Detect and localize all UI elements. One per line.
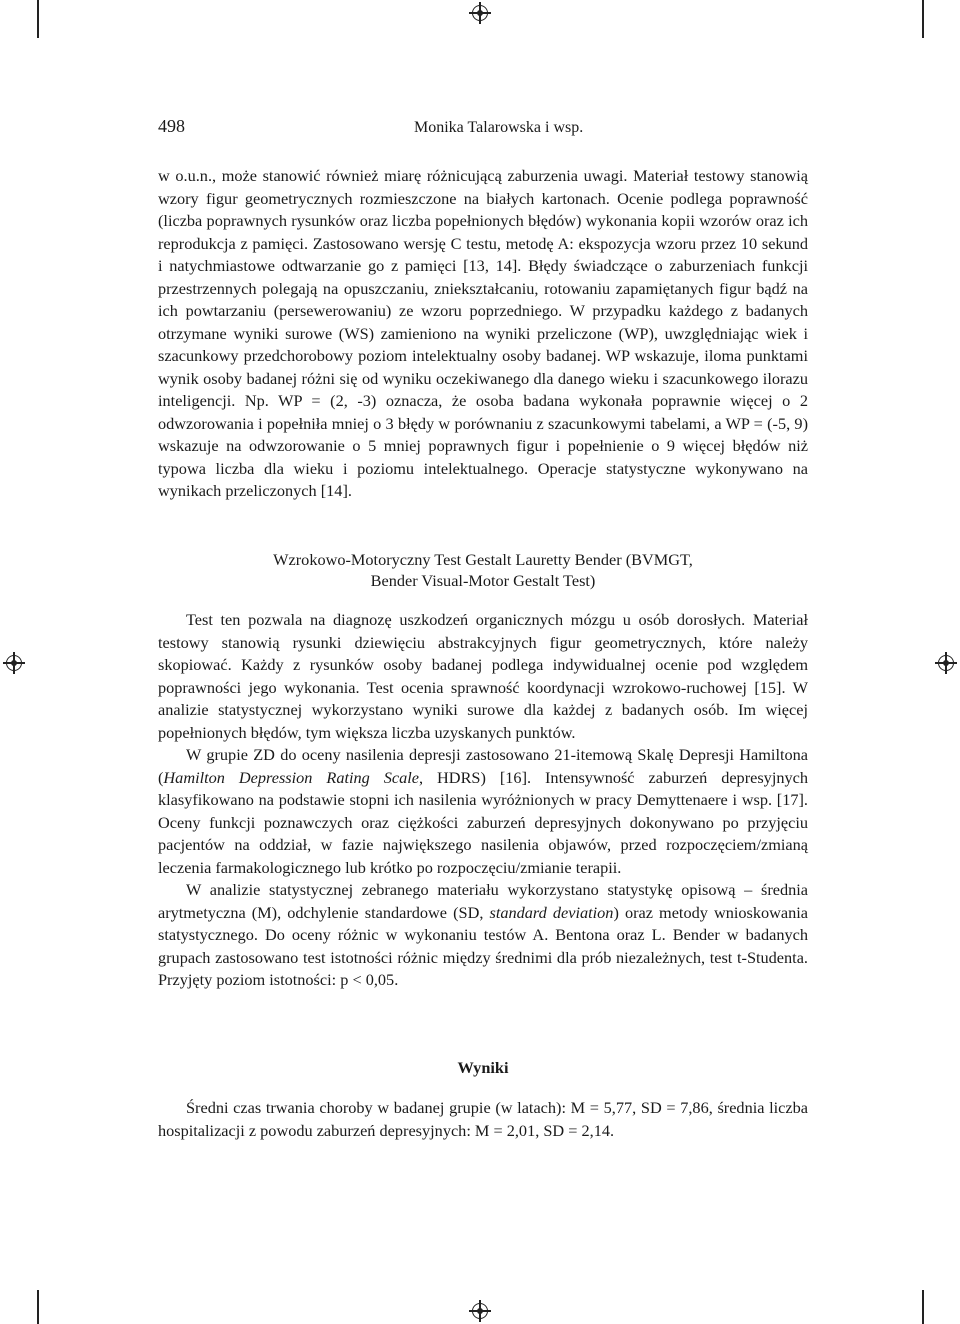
stats-text-after: ) oraz metody wnioskowania statystycznego. Do oceny różnic w wykonaniu testów A. Bentona oraz L. Bender w badanych grupach zastosowano test istotności różnic między średnimi dla prób niezależnych, test t-Studenta. Przyjęty poziom istotności: p < 0,05. — [158, 902, 809, 989]
paragraph-bender-test: Test ten pozwala na diagnozę uszkodzeń organicznych mózgu u osób dorosłych. Materiał testowy stanowią rysunki dziewięciu abstrakcyjnych figur geometrycznych, które należy skopiować. Każdy z rysunków osoby badanej podlega indywidualnej ocenie pod względem poprawności jego wykonania. Test ocenia sprawność koordynacji wzrokowo-ruchowej [15]. W analizie statystycznej wykorzystano wyniki surowe dla każdej z badanych osób. Im więcej popełnionych błędów, tym większa liczba uzyskanych punktów. — [158, 610, 808, 742]
hdrs-text-before: W grupie ZD do oceny nasilenia depresji zastosowano 21-itemową Skalę Depresji Hamiltona ( — [158, 745, 808, 787]
subheading-line-2: Bender Visual-Motor Gestalt Test) — [370, 571, 596, 590]
subheading-line-1: Wzrokowo-Motoryczny Test Gestalt Lauretty Bender (BVMGT, — [273, 550, 693, 569]
body-section-results — [158, 1097, 808, 1142]
paragraph-benton-method: w o.u.n., może stanowić również miarę różnicującą zaburzenia uwagi. Materiał testowy stanowią wzory figur geometrycznych rozmieszczone na białych kartonach. Ocenie podlega poprawność (liczba poprawnych rysunków oraz liczba popełnionych błędów) wykonania kopii wzorów oraz ich reprodukcja z pamięci. Zastosowano wersję C testu, metodę A: ekspozycja wzoru przez 10 sekund i natychmiastowe odtwarzanie go z pamięci [13, 14]. Błędy świadczące o zaburzeniach funkcji przestrzennych polegają na opuszczaniu, zniekształcaniu, rotowaniu zapamiętanych figur bądź na ich powtarzaniu (persewerowaniu) ze wzoru poprzedniego. W przypadku każdego z badanych otrzymane wyniki surowe (WS) zamieniono na wyniki przeliczone (WP), uwzględniając wiek i szacunkowy przedchorobowy poziom intelektualny osoby badanej. WP wskazuje, iloma punktami wynik osoby badanej różni się od wyniku oczekiwanego dla danego wieku i szacunkowego ilorazu inteligencji. Np. WP = (2, -3) oznacza, że osoba badana wykonała poprawnie więcej o 2 odwzorowania i popełniła mniej o 3 błędy w porównaniu z szacunkowymi tabelami, a WP = (-5, 9) wskazuje na odwzorowanie o 5 mniej poprawnych figur i popełnienie o 9 więcej błędów niż typowa liczba dla wieku i poziomu intelektualnego. Operacje statystyczne wykonywano na wynikach przeliczonych [14]. — [158, 166, 808, 500]
crop-mark-bottom-right — [922, 1290, 924, 1324]
section-subheading — [158, 549, 808, 591]
page-number: 498 — [158, 116, 185, 136]
registration-mark-bottom-icon — [472, 1303, 488, 1319]
hdrs-italic-term: Hamilton Depression Rating Scale — [163, 767, 420, 787]
body-section-2 — [158, 609, 808, 992]
registration-mark-top-icon — [472, 5, 488, 21]
crop-mark-top-left — [37, 0, 39, 38]
paragraph-results: Średni czas trwania choroby w badanej grupie (w latach): M = 5,77, SD = 7,86, średnia liczba hospitalizacji z powodu zaburzeń depresyjnych: M = 2,01, SD = 2,14. — [158, 1098, 808, 1140]
crop-mark-top-right — [922, 0, 924, 38]
stats-italic-term: standard deviation — [489, 902, 614, 922]
body-section-1 — [158, 165, 808, 503]
results-heading: Wyniki — [457, 1058, 509, 1077]
registration-mark-right-icon — [938, 655, 954, 671]
running-head: Monika Talarowska i wsp. — [414, 119, 584, 136]
crop-mark-bottom-left — [37, 1290, 39, 1324]
stats-text-before: W analizie statystycznej zebranego materiału wykorzystano statystykę opisową – średnia arytmetyczna (M), odchylenie standardowe (SD, — [158, 880, 808, 922]
registration-mark-left-icon — [6, 655, 22, 671]
paragraph-statistics — [158, 879, 808, 992]
hdrs-text-after: , HDRS) [16]. Intensywność zaburzeń depresyjnych klasyfikowano na podstawie stopni ich nasilenia wyróżnionych w pracy Demyttenaere i wsp. [17]. Oceny funkcji poznawczych oraz ciężkości zaburzeń depresyjnych dokonywano po przyjęciu pacjentów na oddział, w fazie największego nasilenia objawów, przed rozpoczęciem/zmianą leczenia farmakologicznego lub krótko po rozpoczęciu/zmianie terapii. — [158, 767, 808, 877]
paragraph-hdrs — [158, 744, 808, 879]
